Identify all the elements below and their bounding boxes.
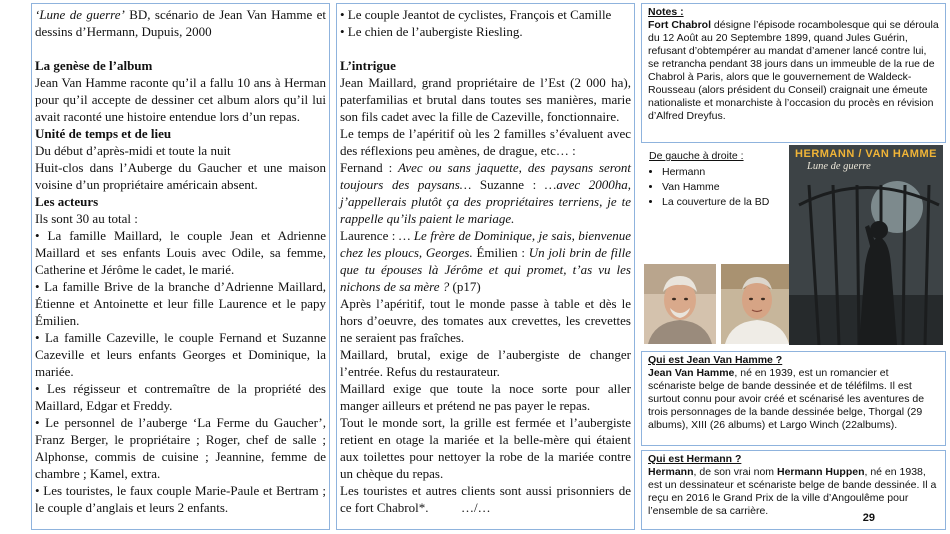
acteur-bullet: • La famille Cazeville, le couple Fernand et Suzanne Cazeville et leurs enfants Georges et Dominique, la mariée. [35, 330, 326, 379]
caption-item: • Hermann [662, 166, 769, 179]
continuation-mark: …/… [460, 500, 491, 515]
notes-text [648, 19, 939, 123]
unite-line-1: Du début d’après-midi et toute la nuit [35, 143, 231, 158]
acteur-bullet: • La famille Maillard, le couple Jean et Adrienne Maillard et ses enfants Louis avec Odile, sa femme, Catherine et Jérôme le cadet, le marié. [35, 228, 326, 277]
album-title-rest: BD, scénario de Jean Van Hamme et dessins d’Hermann, Dupuis, 2000 [35, 7, 326, 39]
hermann-body-1: , de son vrai nom [693, 466, 777, 478]
intrigue-paragraph [340, 482, 631, 516]
album-title [35, 6, 326, 40]
album-cover [789, 145, 943, 345]
van-hamme-heading: Qui est Jean Van Hamme ? [648, 354, 783, 366]
intrigue-paragraph: Maillard, brutal, exige de l’aubergiste de changer l’entrée. Refus du restaurateur. [340, 347, 631, 379]
speaker-label: Fernand : [340, 160, 399, 175]
van-hamme-body: , né en 1939, est un romancier et scénariste belge de bande dessinée et de téléfilms. Il est surtout connu pour avoir créé et scénarisé les aventures de trois personnages de la bande dessinée belge, Thorgal (29 albums), XIII (26 albums) et Largo Winch (22albums). [648, 367, 925, 431]
cover-authors: HERMANN / VAN HAMME [795, 148, 937, 160]
column-left [31, 3, 330, 530]
acteur-bullet: • Le chien de l’aubergiste Riesling. [340, 24, 523, 39]
acteur-bullet: • Les touristes, le faux couple Marie-Paule et Bertram ; le couple d’anglais et leurs 2 enfants. [35, 483, 326, 515]
van-hamme-box [641, 351, 946, 446]
speaker-label: Suzanne : [471, 177, 545, 192]
van-hamme-text [648, 367, 939, 432]
van-hamme-portrait [721, 264, 793, 344]
hermann-text [648, 466, 939, 518]
genese-heading: La genèse de l’album [35, 58, 153, 73]
cover-title: Lune de guerre [807, 161, 871, 172]
intrigue-paragraph: Maillard exige que toute la noce sorte pour aller manger ailleurs et prétend ne pas payer le repas. [340, 381, 631, 413]
album-title-italic: ‘Lune de guerre’ [35, 7, 125, 22]
caption-item: • La couverture de la BD [662, 196, 769, 209]
notes-heading: Notes : [648, 6, 684, 18]
acteur-bullet: • La famille Brive de la branche d’Adrienne Maillard, Étienne et Antoinette et leur fille Laurence et le papy Émilien. [35, 279, 326, 328]
hermann-name: Hermann [648, 466, 694, 478]
hermann-real-name: Hermann Huppen [776, 466, 865, 478]
hermann-body-2: , né en 1938, est un dessinateur et scénariste belge de bande dessinée. Il a reçu en 2016 le Grand Prix de la ville d’Angoulême pour l’ensemble de sa carrière. [648, 466, 937, 517]
intrigue-paragraph: Le temps de l’apéritif où les 2 familles s’évaluent avec des réflexions peu amènes, de drague, etc… : [340, 126, 631, 158]
acteur-bullet: • Le couple Jeantot de cyclistes, François et Camille [340, 7, 612, 22]
acteur-bullet: • Les régisseur et contremaître de la propriété des Maillard, Edgar et Freddy. [35, 381, 326, 413]
quote: … Le frère de Dominique, je sais, bienvenue chez les ploucs, Georges. [340, 228, 631, 260]
caption-item: • Van Hamme [662, 181, 769, 194]
notes-bold-term: Fort Chabrol [648, 19, 711, 31]
intrigue-heading: L’intrigue [340, 58, 396, 73]
speaker-label: Émilien : [472, 245, 529, 260]
hermann-portrait [644, 264, 716, 344]
page-reference: (p17) [449, 279, 481, 294]
captions-heading: De gauche à droite : [649, 150, 744, 162]
acteurs-intro: Ils sont 30 au total : [35, 211, 138, 226]
acteur-bullet: • Le personnel de l’auberge ‘La Ferme du Gaucher’, Franz Berger, le propriétaire ; Roger, chef de salle ; Alphonse, commis de cuisine ; Jeannine, femme de chambre ; Kamel, extra. [35, 415, 326, 481]
images-panel [641, 144, 946, 350]
dialogue-paragraph [340, 159, 631, 227]
intrigue-paragraph: Tout le monde sort, la grille est fermée et l’aubergiste retient en otage la mariée et la belle-mère qui étaient aux toilettes pour nettoyer la robe de la mariée contre un chèque du repas. [340, 415, 631, 481]
quote: Avec ou sans jaquette, des paysans seront toujours des paysans… [340, 160, 631, 192]
dialogue-paragraph [340, 227, 631, 295]
speaker-label: Laurence : [340, 228, 399, 243]
page-number: 29 [862, 512, 875, 524]
notes-box [641, 3, 946, 143]
hermann-box [641, 450, 946, 530]
unite-line-2: Huit-clos dans l’Auberge du Gaucher et une maison voisine d’un propriétaire américain absent. [35, 160, 326, 192]
captions-list [649, 166, 769, 209]
intrigue-paragraph: Après l’apéritif, tout le monde passe à table et dès le hors d’oeuvre, des tomates aux crevettes, les crevettes ne seraient pas fraîches. [340, 296, 631, 345]
acteurs-heading: Les acteurs [35, 194, 99, 209]
captions [649, 150, 769, 211]
quote: Un joli brin de fille que tu épouses là Jérôme et qui promet, t’as vu les nichons de sa mère ? [340, 245, 631, 294]
intrigue-paragraph: Jean Maillard, grand propriétaire de l’Est (2 000 ha), paterfamilias et brutal dans toutes ses manières, marie son fils cadet avec la fille de Cazeville, fonctionnaire. [340, 75, 631, 124]
van-hamme-name: Jean Van Hamme [648, 367, 735, 379]
column-middle [336, 3, 635, 530]
quote: …avec 2000ha, j’appellerais plutôt ça des propriétaires terriens, je te rappelle qu’ils paient le mariage. [340, 177, 631, 226]
hermann-heading: Qui est Hermann ? [648, 453, 742, 465]
intrigue-last-line: Les touristes et autres clients sont aussi prisonniers de ce fort Chabrol*. [340, 483, 631, 515]
notes-body: désigne l’épisode rocambolesque qui se déroula du 12 Août au 20 Septembre 1899, quand Jules Guérin, refusant d’obtempérer au mandat d’amener lancé contre lui, se retrancha pendant 38 jours dans un immeuble de la rue de Chabrol à Paris, alors que le gouvernement de Waldeck-Rousseau (alors président du Conseil) craignait une émeute nationaliste et monarchiste à l’occasion du procès en révision d’Alfred Dreyfus. [648, 19, 939, 122]
unite-heading: Unité de temps et de lieu [35, 126, 172, 141]
genese-text: Jean Van Hamme raconte qu’il a fallu 10 ans à Herman pour qu’il accepte de dessiner cet album alors qu’il lui avait raconté une histoire entendue lors d’un repas. [35, 75, 326, 124]
